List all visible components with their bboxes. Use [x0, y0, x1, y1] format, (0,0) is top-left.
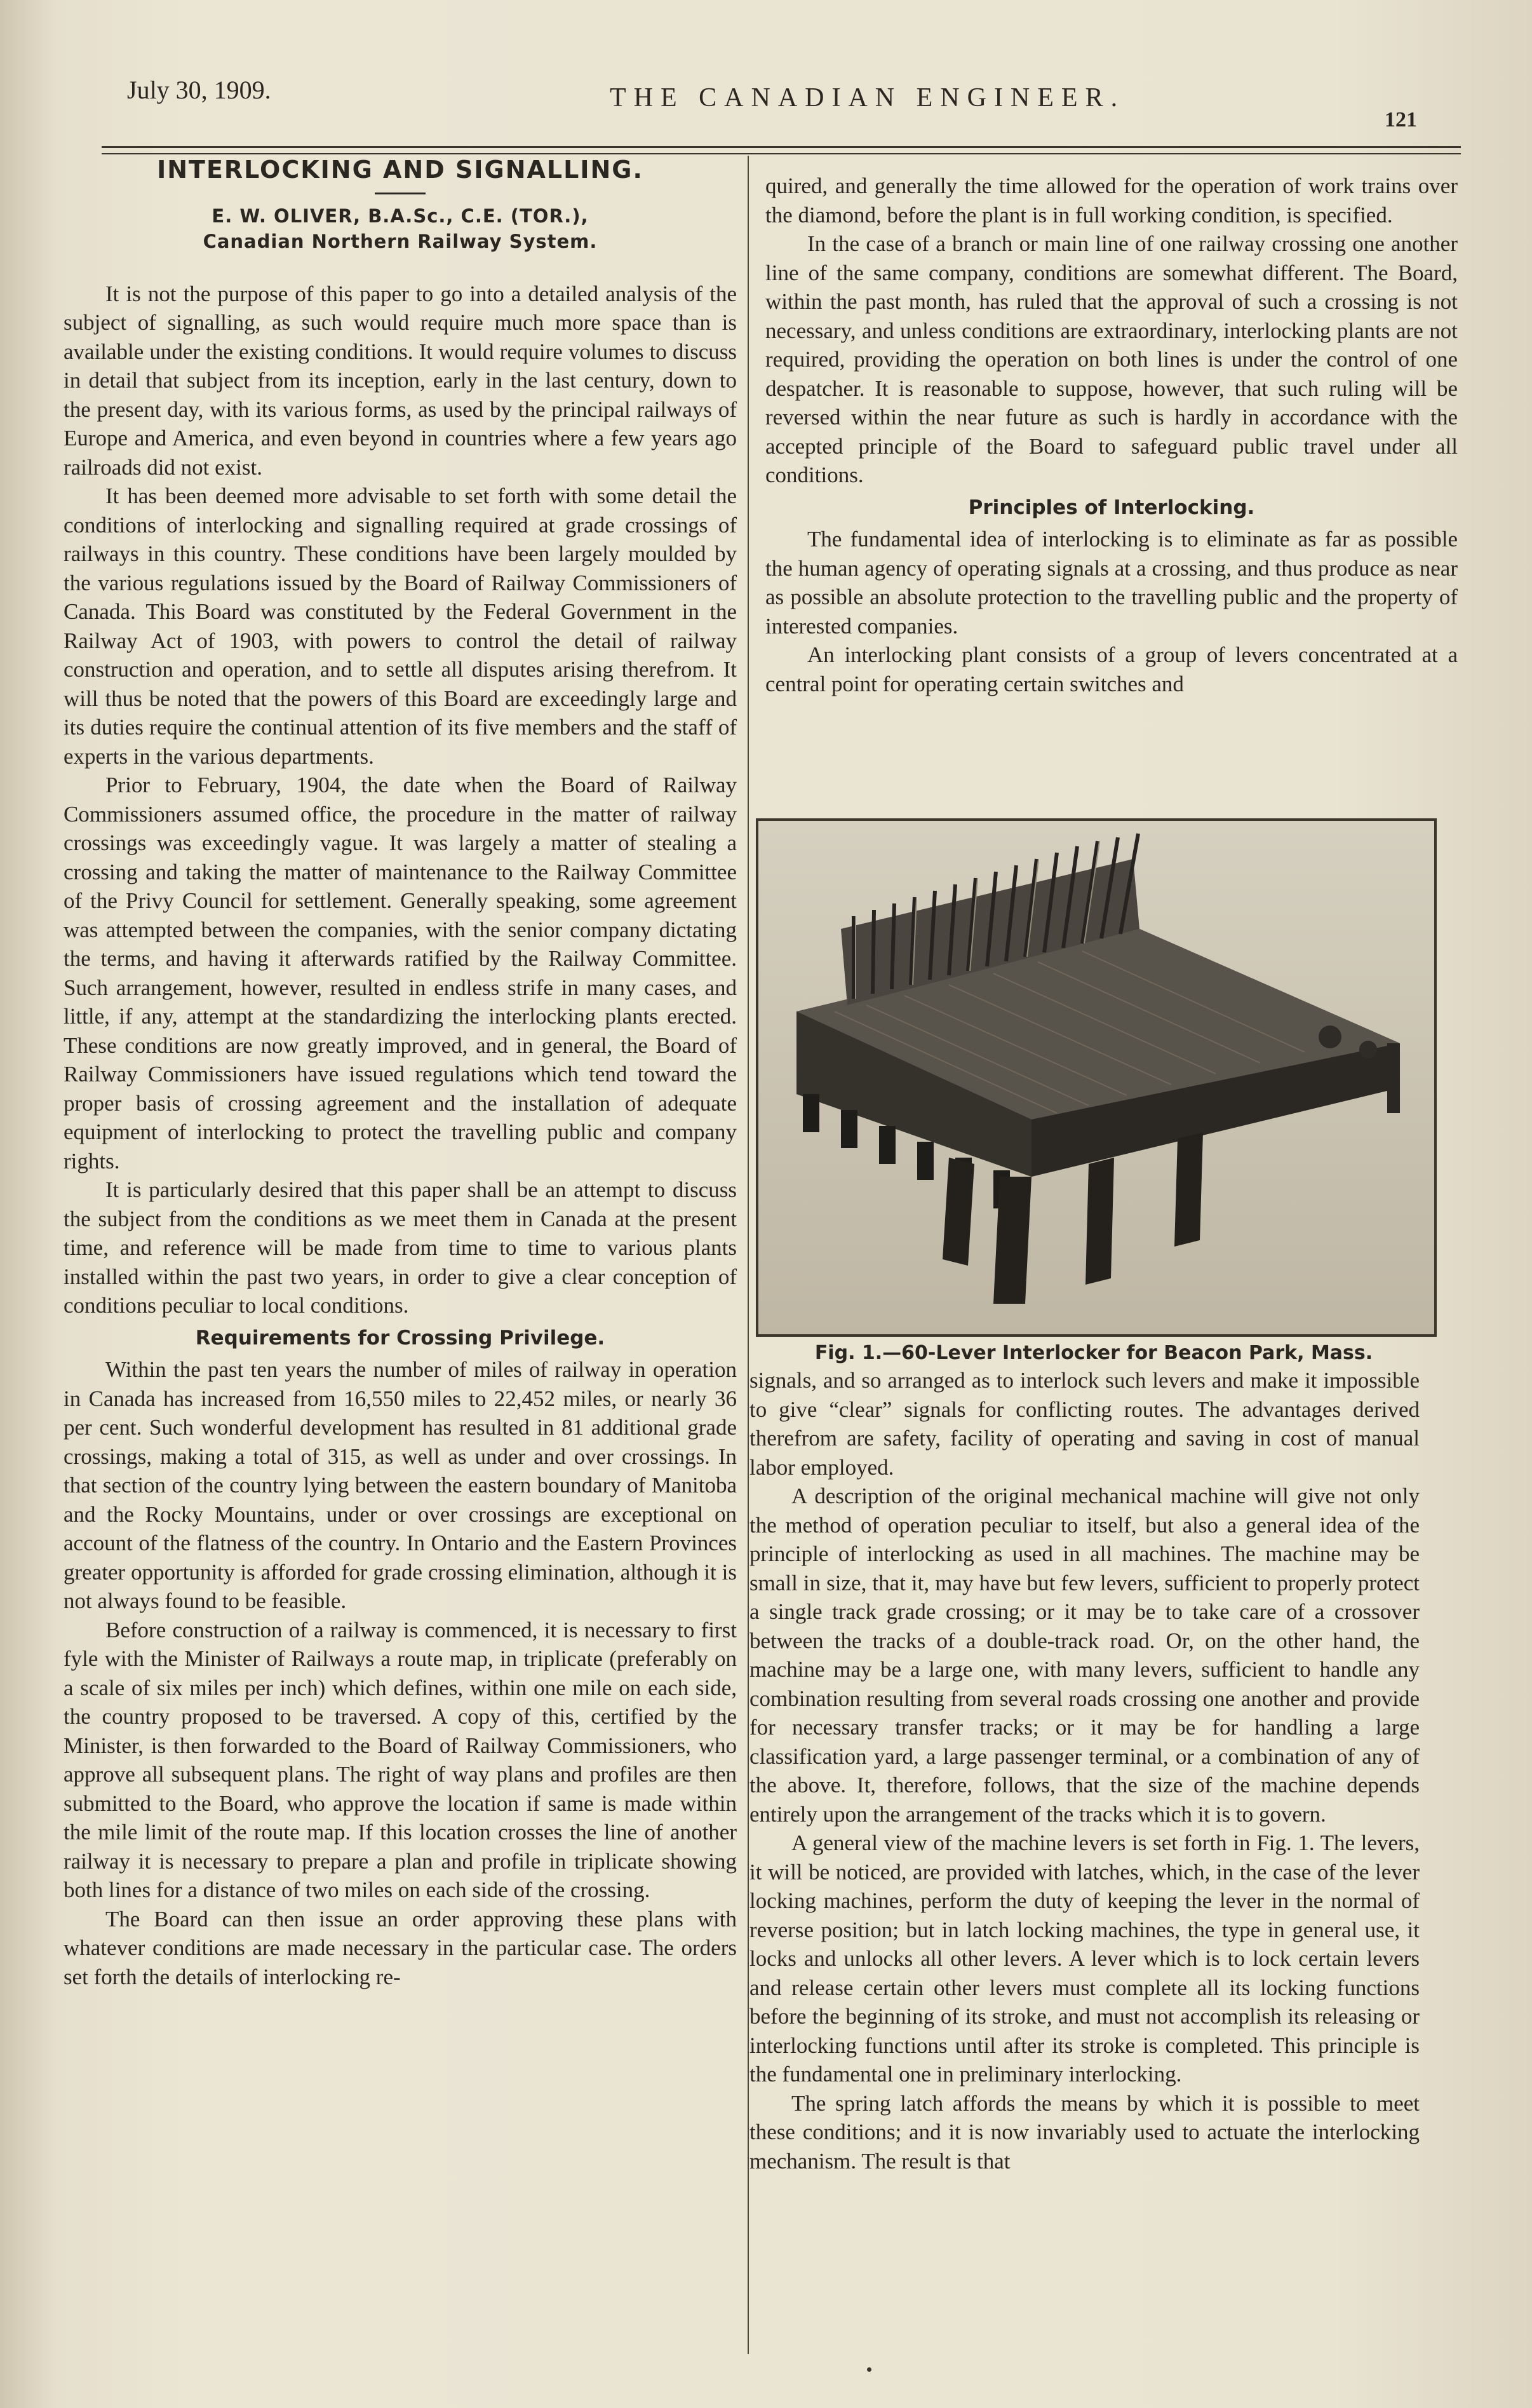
paragraph: Before construction of a railway is commenced, it is necessary to first fyle with the Minister of Railways a route map, in triplicate (preferably on a scale of six miles per inch) which defines, within one mile on each side, the country proposed to be traversed. A copy of this, certified by the Minister, is then forwarded to the Board of Railway Commissioners, who approve all subsequent plans. The right of way plans and profiles are then submitted to the Board, who approve the location if same is made within the mile limit of the route map. If this location crosses the line of another railway it is necessary to prepare a plan and profile in triplicate showing both lines for a distance of two miles on each side of the crossing.	[64, 1617, 737, 1902]
paragraph: The fundamental idea of interlocking is to eliminate as far as possible the human agency of operating signals at a crossing, and thus produce as near as possible an absolute protection to the travelling public and the property of interested companies.	[765, 527, 1458, 639]
right-column-lower	[749, 1366, 1420, 2175]
paragraph: Prior to February, 1904, the date when the Board of Railway Commissioners assumed office, the procedure in the matter of railway crossings was exceedingly vague. It was largely a matter of stealing a crossing and taking the matter of maintenance to the Railway Committee of the Privy Council for settlement. Generally speaking, some agreement was attempted between the companies, with the senior company dictating the terms, and having it afterwards ratified by the Railway Committee. Such arrangement, however, resulted in endless strife in many cases, and little, if any, attempt at the standardizing the interlocking plants erected. These conditions are now greatly improved, and in general, the Board of Railway Commissioners have issued regulations which tend toward the proper basis of crossing agreement and the installation of adequate equipment of interlocking to protect the travelling public and company rights.	[64, 773, 737, 1174]
paragraph: It is particularly desired that this paper shall be an attempt to discuss the subject from the conditions as we meet them in Canada at the present time, and reference will be made from time to time to various plants installed within the past two years, in order to give a clear conception of conditions peculiar to local conditions.	[64, 1177, 737, 1318]
author-affiliation: Canadian Northern Railway System.	[203, 230, 598, 252]
interlocker-photograph	[756, 818, 1437, 1337]
left-column	[64, 156, 737, 1991]
paragraph: A description of the original mechanical machine will give not only the method of operation peculiar to itself, but also a general idea of the principle of interlocking as used in all machines. The machine may be small in size, that it, may have but few levers, sufficient to properly protect a single track grade crossing; or it may be to take care of a crossover between the tracks of a double-track road. Or, on the other hand, the machine may be a large one, with many levers, sufficient to handle any combination resulting from several roads crossing one another and provide for necessary transfer tracks; or it may be for handling a large classification yard, a large passenger terminal, or a combination of any of the above. It, therefore, follows, that the size of the machine depends entirely upon the arrangement of the tracks which it is to govern.	[749, 1484, 1420, 1827]
paragraph: A general view of the machine levers is set forth in Fig. 1. The levers, it will be noticed, are provided with latches, which, in the case of the lever locking machines, perform the duty of keeping the lever in the normal of reverse position; but in latch locking machines, the type in general use, it locks and unlocks all other levers. A lever which is to lock certain levers and release certain other levers must complete all its locking functions before the beginning of its stroke, and must not accomplish its releasing or interlocking functions until after its stroke is completed. This principle is the fundamental one in preliminary interlocking.	[749, 1830, 1420, 2087]
paragraph: The spring latch affords the means by which it is possible to meet these conditions; and it is now invariably used to actuate the interlocking mechanism. The result is that	[749, 2090, 1420, 2174]
header-rule	[102, 146, 1461, 154]
paragraph: The Board can then issue an order approving these plans with whatever conditions are made necessary in the particular case. The orders set forth the details of interlocking re-	[64, 1906, 737, 1989]
section-heading: Requirements for Crossing Privilege.	[195, 1326, 605, 1349]
lever-frame-illustration	[758, 821, 1434, 1334]
journal-title: THE CANADIAN ENGINEER.	[610, 83, 1125, 112]
title-rule	[375, 193, 426, 194]
paragraph: In the case of a branch or main line of one railway crossing one another line of the same company, conditions are somewhat different. The Board, within the past month, has ruled that the approval of such a crossing is not necessary, and unless conditions are extraordinary, interlocking plants are not required, providing the operation on both lines is under the control of one despatcher. It is reasonable to suppose, however, that such ruling will be reversed within the near future as such is hardly in accordance with the accepted principle of the Board to safeguard public travel under all conditions.	[765, 231, 1458, 487]
author-name: E. W. OLIVER, B.A.Sc., C.E. (TOR.),	[212, 205, 589, 227]
column-divider	[748, 156, 749, 2354]
printer-mark	[867, 2367, 871, 2372]
paragraph: quired, and generally the time allowed for the operation of work trains over the diamond, before the plant is in full working condition, is specified.	[765, 173, 1458, 227]
page-header	[102, 70, 1448, 132]
paragraph: An interlocking plant consists of a group of levers concentrated at a central point for operating certain switches and	[765, 642, 1458, 696]
section-heading: Principles of Interlocking.	[968, 496, 1255, 519]
page-number: 121	[1385, 108, 1417, 132]
paragraph: Within the past ten years the number of miles of railway in operation in Canada has increased from 16,550 miles to 22,452 miles, or nearly 36 per cent. Such wonderful development has resulted in 81 additional grade crossings, making a total of 315, as well as under and over crossings. In that section of the country lying between the eastern boundary of Manitoba and the Rocky Mountains, under or over crossings are exceptional on account of the flatness of the country. In Ontario and the Eastern Provinces greater opportunity is afforded for grade crossing elimination, although it is not always found to be feasible.	[64, 1357, 737, 1613]
paragraph: It has been deemed more advisable to set forth with some detail the conditions of interlocking and signalling required at grade crossings of railways in this country. These conditions have been largely moulded by the various regulations issued by the Board of Railway Commissioners of Canada. This Board was constituted by the Federal Government in the Railway Act of 1903, with powers to control the detail of railway construction and operation, and to settle all disputes arising therefrom. It will thus be noted that the powers of this Board are exceedingly large and its duties require the continual attention of its five members and the staff of experts in the various departments.	[64, 484, 737, 769]
article-title: INTERLOCKING AND SIGNALLING.	[157, 156, 643, 184]
right-column-upper	[765, 172, 1458, 698]
byline	[64, 203, 737, 254]
issue-date: July 30, 1909.	[127, 76, 271, 104]
paragraph: signals, and so arranged as to interlock such levers and make it impossible to give “clear” signals for conflicting routes. The advantages derived therefrom are safety, facility of operating and saving in cost of manual labor employed.	[749, 1368, 1420, 1480]
figure-caption: Fig. 1.—60-Lever Interlocker for Beacon Park, Mass.	[814, 1342, 1373, 1364]
paragraph: It is not the purpose of this paper to go into a detailed analysis of the subject of signalling, as such would require much more space than is available under the existing conditions. It would require volumes to discuss in detail that subject from its inception, early in the last century, down to the present day, with its various forms, as used by the principal railways of Europe and America, and even beyond in countries where a few years ago railroads did not exist.	[64, 281, 737, 480]
